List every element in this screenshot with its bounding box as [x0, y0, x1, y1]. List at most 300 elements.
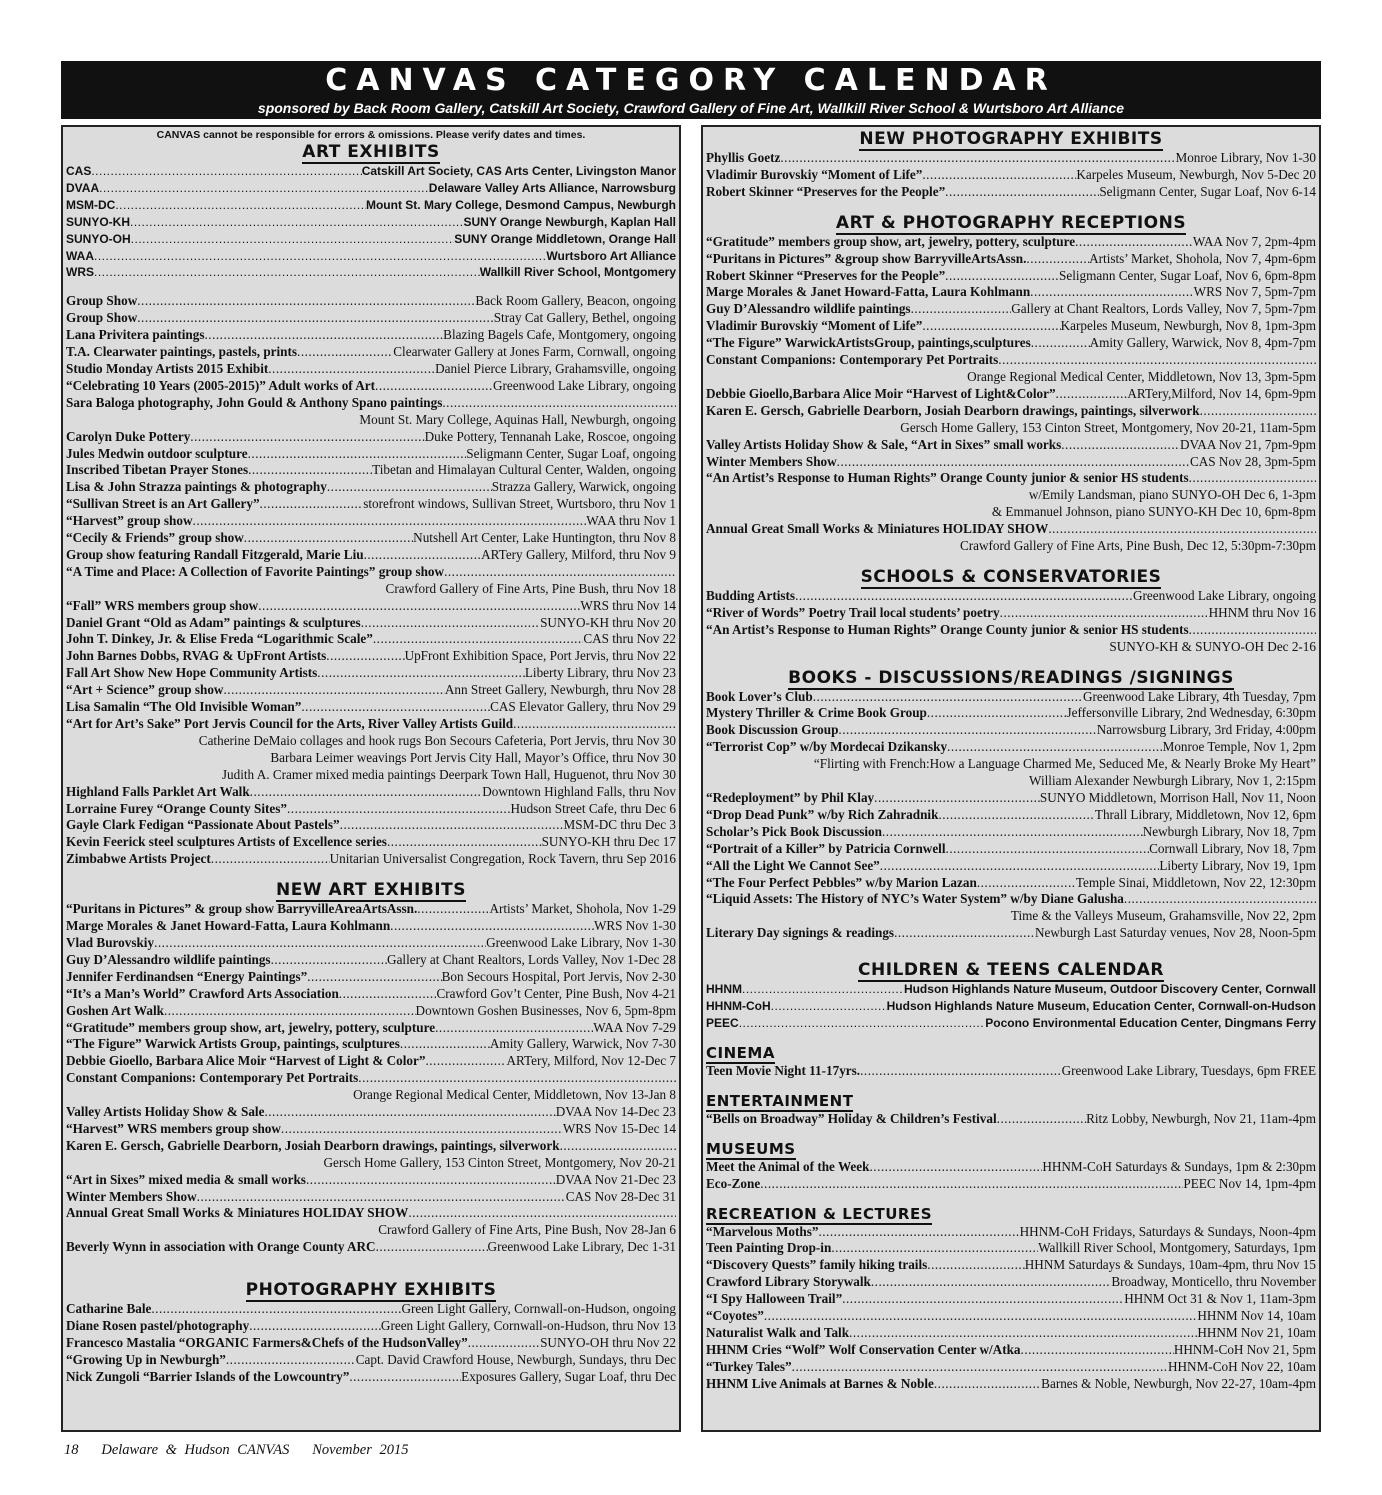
- listing-row: [66, 446, 676, 463]
- listing-detail: Time & the Valleys Museum, Grahamsville, Nov 22, 2pm: [1010, 908, 1316, 924]
- section-title-recreation: [706, 1205, 1316, 1224]
- listing-name: Francesco Mastalia “ORGANIC Farmers&Chefs of the HudsonValley”: [66, 1335, 468, 1350]
- listing-name: Winter Members Show: [706, 453, 837, 469]
- listing-venue: SUNYO Middletown, Morrison Hall, Nov 11, Noon: [1039, 790, 1316, 805]
- listing-venue: Greenwood Lake Library, ongoing: [1133, 587, 1316, 603]
- listing-row: [706, 1342, 1316, 1359]
- listing-venue: Amity Gallery, Warwick, Nov 8, 4pm-7pm: [1089, 335, 1316, 351]
- listing-name: Annual Great Small Works & Miniatures HOLIDAY SHOW: [66, 1205, 409, 1221]
- dot-leader: [94, 264, 480, 281]
- listing-continuation: [66, 733, 676, 750]
- listing-venue: HHNM-CoH Nov 21, 5pm: [1173, 1341, 1316, 1357]
- listing-venue: Downtown Highland Falls, thru Nov: [482, 783, 676, 799]
- listing-row: [66, 1369, 676, 1386]
- abbreviation-row: [66, 231, 676, 248]
- listing-detail: SUNYO-KH & SUNYO-OH Dec 2-16: [1109, 638, 1316, 654]
- dot-leader: [1031, 335, 1090, 352]
- listing-name: HHNM Live Animals at Barnes & Noble: [706, 1375, 934, 1391]
- listing-row: [66, 817, 676, 834]
- listing-name: Constant Companions: Contemporary Pet Portraits: [706, 352, 999, 368]
- listing-name: HHNM: [706, 982, 742, 997]
- listing-name: Vladimir Burovskiy “Moment of Life”: [706, 166, 923, 182]
- listing-venue: Karpeles Museum, Newburgh, Nov 8, 1pm-3pm: [1060, 318, 1316, 334]
- listing-venue: DVAA Nov 21, 7pm-9pm: [1179, 436, 1316, 452]
- listing-venue: Monroe Library, Nov 1-30: [1175, 150, 1316, 165]
- schools-list: [706, 588, 1316, 656]
- dot-leader: [871, 1274, 1112, 1291]
- dot-leader: [223, 682, 444, 699]
- listing-row: [706, 1063, 1316, 1080]
- listing-name: Annual Great Small Works & Miniatures HOLIDAY SHOW: [706, 521, 1049, 537]
- listing-name: Lorraine Furey “Orange County Sites”: [66, 800, 287, 816]
- listing-venue: WAA thru Nov 1: [586, 513, 676, 529]
- dot-leader: [211, 851, 330, 868]
- listing-name: Valley Artists Holiday Show & Sale, “Art in Sixes” small works: [706, 436, 1062, 452]
- dot-leader: [997, 1111, 1086, 1128]
- dot-leader: [197, 1189, 566, 1206]
- dot-leader: [260, 496, 364, 513]
- dot-leader: [1189, 622, 1316, 639]
- listing-name: Carolyn Duke Pottery: [66, 428, 191, 444]
- listing-row: [66, 395, 676, 412]
- listing-row: [706, 605, 1316, 622]
- abbreviation-row: [706, 1015, 1316, 1032]
- listing-continuation: [706, 504, 1316, 521]
- listing-row: [66, 327, 676, 344]
- listing-name: “Turkey Tales”: [706, 1358, 792, 1374]
- dot-leader: [1030, 284, 1193, 301]
- dot-leader: [271, 952, 387, 969]
- dot-leader: [894, 925, 1035, 942]
- listing-venue: Monroe Temple, Nov 1, 2pm: [1162, 739, 1316, 755]
- listing-continuation: [706, 538, 1316, 555]
- listing-venue: Pocono Environmental Education Center, Dingmans Ferry: [985, 1015, 1316, 1030]
- listing-venue: WAA Nov 7-29: [593, 1019, 676, 1035]
- listing-name: “Celebrating 10 Years (2005-2015)” Adult works of Art: [66, 377, 376, 393]
- listing-name: “All the Light We Cannot See”: [706, 857, 880, 873]
- listing-name: Guy D’Alessandro wildlife paintings: [66, 951, 271, 967]
- listing-name: PEEC: [706, 1015, 739, 1030]
- listing-venue: Greenwood Lake Library, ongoing: [493, 377, 676, 393]
- listing-venue: Greenwood Lake Library, Nov 1-30: [486, 934, 676, 950]
- listing-venue: Narrowsburg Library, 3rd Friday, 4:00pm: [1096, 722, 1316, 738]
- listing-venue: Bon Secours Hospital, Port Jervis, Nov 2-30: [441, 968, 676, 984]
- listing-venue: storefront windows, Sullivan Street, Wurtsboro, thru Nov 1: [363, 496, 676, 512]
- listing-detail: Crawford Gallery of Fine Arts, Pine Bush, Nov 28-Jan 6: [378, 1222, 676, 1238]
- section-title-children-teens: [706, 960, 1316, 981]
- abbreviation-row: [66, 180, 676, 197]
- listing-detail: w/Emily Landsman, piano SUNYO-OH Dec 6, 1-3pm: [1028, 487, 1316, 503]
- publication-name: Delaware & Hudson CANVAS: [101, 1442, 290, 1458]
- section-title-text: BOOKS - DISCUSSIONS/READINGS /SIGNINGS: [788, 667, 1234, 688]
- listing-name: WAA: [66, 248, 94, 263]
- listing-row: [66, 648, 676, 665]
- listing-row: [66, 1301, 676, 1318]
- dot-leader: [137, 310, 494, 327]
- dot-leader: [340, 817, 564, 834]
- listing-detail: Mount St. Mary College, Aquinas Hall, Newburgh, ongoing: [359, 411, 676, 427]
- listing-venue: Artists’ Market, Shohola, Nov 1-29: [489, 901, 676, 917]
- listing-detail: “Flirting with French:How a Language Charmed Me, Seduced Me, & Nearly Broke My Heart”: [813, 756, 1316, 772]
- listing-name: “Cecily & Friends” group show: [66, 530, 244, 546]
- dot-leader: [307, 969, 441, 986]
- listing-venue: UpFront Exhibition Space, Port Jervis, thru Nov 22: [404, 648, 676, 664]
- dot-leader: [998, 352, 1316, 369]
- listing-venue: WAA Nov 7, 2pm-4pm: [1192, 233, 1316, 249]
- listing-row: [66, 293, 676, 310]
- listing-continuation: [706, 639, 1316, 656]
- listing-row: [706, 352, 1316, 369]
- abbreviation-list: [66, 163, 676, 281]
- listing-row: [66, 784, 676, 801]
- listing-row: [706, 1274, 1316, 1291]
- listing-venue: HHNM-CoH Nov 22, 10am: [1168, 1358, 1316, 1374]
- listing-row: [66, 496, 676, 513]
- listing-venue: Green Light Gallery, Cornwall-on-Hudson, ongoing: [401, 1301, 676, 1317]
- listing-venue: Seligmann Center, Sugar Loaf, Nov 6-14: [1099, 183, 1316, 199]
- dot-leader: [244, 530, 413, 547]
- dot-leader: [739, 1015, 986, 1032]
- dot-leader: [813, 689, 1083, 706]
- listing-row: [706, 875, 1316, 892]
- dot-leader: [1189, 470, 1316, 487]
- dot-leader: [131, 231, 455, 248]
- listing-venue: Hudson Highlands Nature Museum, Outdoor Discovery Center, Cornwall: [903, 982, 1316, 997]
- listing-continuation: [706, 369, 1316, 386]
- listing-continuation: [66, 412, 676, 429]
- listing-row: [706, 1159, 1316, 1176]
- dot-leader: [849, 1325, 1197, 1342]
- dot-leader: [151, 1301, 401, 1318]
- listing-row: [706, 150, 1316, 167]
- listing-venue: PEEC Nov 14, 1pm-4pm: [1183, 1175, 1316, 1191]
- listing-name: Eco-Zone: [706, 1175, 761, 1191]
- listing-venue: Hudson Street Cafe, thru Dec 6: [510, 800, 676, 816]
- listing-name: WRS: [66, 265, 94, 280]
- listing-row: [706, 268, 1316, 285]
- listing-venue: MSM-DC thru Dec 3: [563, 817, 676, 833]
- listing-row: [66, 429, 676, 446]
- listing-detail: William Alexander Newburgh Library, Nov 1, 2:15pm: [1029, 773, 1316, 789]
- listing-name: Teen Painting Drop-in: [706, 1240, 832, 1256]
- abbreviation-row: [66, 264, 676, 281]
- listing-name: “Growing Up in Newburgh”: [66, 1351, 226, 1367]
- listing-venue: CAS thru Nov 22: [583, 631, 676, 647]
- listing-venue: DVAA Nov 14-Dec 23: [555, 1104, 676, 1120]
- listing-name: Book Discussion Group: [706, 722, 839, 738]
- listing-venue: Nutshell Art Center, Lake Huntington, thru Nov 8: [413, 530, 676, 546]
- receptions-list: [706, 234, 1316, 555]
- listing-row: [66, 513, 676, 530]
- listing-name: John Barnes Dobbs, RVAG & UpFront Artists: [66, 648, 327, 664]
- dot-leader: [842, 1291, 1124, 1308]
- dot-leader: [882, 824, 1143, 841]
- dot-leader: [339, 986, 437, 1003]
- dot-leader: [869, 1159, 1042, 1176]
- dot-leader: [1061, 437, 1180, 454]
- cinema-list: [706, 1063, 1316, 1080]
- listing-venue: Jeffersonville Library, 2nd Wednesday, 6:30pm: [1066, 705, 1316, 721]
- listing-row: [66, 361, 676, 378]
- listing-name: “Drop Dead Punk” w/by Rich Zahradnik: [706, 806, 939, 822]
- listing-row: [66, 598, 676, 615]
- art-exhibits-list: [66, 293, 676, 868]
- listing-venue: Greenwood Lake Library, 4th Tuesday, 7pm: [1082, 688, 1316, 704]
- section-title-text: CINEMA: [706, 1043, 775, 1062]
- dot-leader: [911, 301, 1012, 318]
- dot-leader: [560, 1138, 676, 1155]
- listing-row: [706, 301, 1316, 318]
- dot-leader: [250, 784, 483, 801]
- listing-venue: Unitarian Universalist Congregation, Rock Tavern, thru Sep 2016: [329, 851, 676, 867]
- listing-continuation: [66, 1155, 676, 1172]
- section-title-text: SCHOOLS & CONSERVATORIES: [860, 566, 1162, 587]
- dot-leader: [1075, 234, 1193, 251]
- listing-name: Sara Baloga photography, John Gould & Anthony Spano paintings: [66, 394, 443, 410]
- listing-name: Beverly Wynn in association with Orange County ARC: [66, 1239, 376, 1255]
- listing-name: “The Figure” WarwickArtistsGroup, paintings,sculptures: [706, 335, 1031, 351]
- listing-name: Catharine Bale: [66, 1301, 152, 1317]
- listing-detail: Orange Regional Medical Center, Middletown, Nov 13-Jan 8: [353, 1087, 676, 1103]
- listing-venue: Mount St. Mary College, Desmond Campus, Newburgh: [365, 197, 676, 212]
- section-title-text: NEW PHOTOGRAPHY EXHIBITS: [859, 129, 1163, 149]
- dot-leader: [945, 268, 1059, 285]
- listing-name: “Art for Art’s Sake” Port Jervis Council for the Arts, River Valley Artists Guild: [66, 716, 514, 731]
- listing-continuation: [706, 756, 1316, 773]
- dot-leader: [435, 1020, 593, 1037]
- listing-row: [66, 310, 676, 327]
- right-column: [701, 125, 1321, 1432]
- dot-leader: [468, 1335, 540, 1352]
- listing-continuation: [66, 750, 676, 767]
- new-art-exhibits-list: [66, 901, 676, 1256]
- listing-name: Karen E. Gersch, Gabrielle Dearborn, Josiah Dearborn drawings, paintings, silverwork: [706, 402, 1200, 418]
- dot-leader: [938, 807, 1094, 824]
- listing-row: [706, 1111, 1316, 1128]
- dot-leader: [249, 1318, 381, 1335]
- children-abbreviation-list: [706, 981, 1316, 1032]
- listing-venue: Downtown Goshen Businesses, Nov 6, 5pm-8pm: [415, 1002, 676, 1018]
- dot-leader: [317, 665, 525, 682]
- dot-leader: [934, 1376, 1041, 1393]
- listing-venue: Tibetan and Himalayan Cultural Center, Walden, ongoing: [372, 462, 676, 478]
- listing-venue: Gallery at Chant Realtors, Lords Valley, Nov 7, 5pm-7pm: [1011, 301, 1316, 317]
- dot-leader: [193, 513, 587, 530]
- dot-leader: [1048, 521, 1316, 538]
- listing-name: Book Lover’s Club: [706, 688, 813, 704]
- listing-row: [706, 234, 1316, 251]
- listing-row: [706, 858, 1316, 875]
- dot-leader: [874, 790, 1040, 807]
- listing-name: “Fall” WRS members group show: [66, 597, 259, 613]
- listing-name: CAS: [66, 164, 92, 178]
- listing-name: Debbie Gioello, Barbara Alice Moir “Harvest of Light & Color”: [66, 1053, 426, 1069]
- abbreviation-row: [66, 214, 676, 231]
- listing-row: [66, 1239, 676, 1256]
- listing-name: DVAA: [66, 180, 100, 195]
- listing-name: Fall Art Show New Hope Community Artists: [66, 665, 318, 681]
- dot-leader: [390, 918, 594, 935]
- listing-name: Guy D’Alessandro wildlife paintings: [706, 301, 911, 317]
- listing-row: [66, 1036, 676, 1053]
- listing-name: Robert Skinner “Preserves for the People”: [706, 267, 946, 283]
- section-title-text: ART & PHOTOGRAPHY RECEPTIONS: [835, 212, 1187, 233]
- listing-name: Jules Medwin outdoor sculpture: [66, 445, 248, 461]
- section-title-books: [706, 668, 1316, 689]
- listing-venue: Greenwood Lake Library, Dec 1-31: [487, 1239, 676, 1255]
- dot-leader: [927, 705, 1067, 722]
- dot-leader: [408, 1205, 676, 1222]
- listing-row: [706, 622, 1316, 639]
- listing-venue: Cornwall Library, Nov 18, 7pm: [1149, 840, 1316, 856]
- listing-venue: WRS Nov 15-Dec 14: [562, 1120, 676, 1136]
- listing-continuation: [66, 1087, 676, 1104]
- listing-detail: Gersch Home Gallery, 153 Cinton Street, Montgomery, Nov 20-21: [323, 1154, 676, 1170]
- listing-name: Daniel Grant “Old as Adam” paintings & sculptures: [66, 614, 361, 630]
- listing-venue: Greenwood Lake Library, Tuesdays, 6pm FREE: [1061, 1062, 1316, 1078]
- listing-venue: Ann Street Gallery, Newburgh, thru Nov 28: [444, 682, 676, 698]
- section-title-text: MUSEUMS: [706, 1139, 796, 1158]
- listing-venue: Liberty Library, thru Nov 23: [524, 665, 676, 681]
- listing-venue: Capt. David Crawford House, Newburgh, Sundays, thru Dec: [355, 1351, 676, 1367]
- listing-name: Lana Privitera paintings: [66, 327, 205, 343]
- listing-row: [66, 801, 676, 818]
- listing-name: SUNYO-OH: [66, 231, 131, 246]
- section-title-schools: [706, 567, 1316, 588]
- listing-row: [706, 184, 1316, 201]
- banner-title: CANVAS CATEGORY CALENDAR: [325, 63, 1057, 98]
- dot-leader: [860, 1063, 1061, 1080]
- dot-leader: [818, 1224, 1019, 1241]
- listing-venue: Ritz Lobby, Newburgh, Nov 21, 11am-4pm: [1086, 1110, 1316, 1126]
- listing-row: [66, 1335, 676, 1352]
- listing-name: “Gratitude” members group show, art, jewelry, pottery, sculpture: [66, 1019, 436, 1035]
- listing-row: [706, 689, 1316, 706]
- listing-row: [66, 682, 676, 699]
- listing-name: Kevin Feerick steel sculptures Artists of Excellence series: [66, 834, 387, 850]
- dot-leader: [327, 479, 492, 496]
- dot-leader: [780, 150, 1175, 167]
- dot-leader: [444, 564, 676, 581]
- dot-leader: [164, 1003, 416, 1020]
- listing-venue: Thrall Library, Middletown, Nov 12, 6pm: [1094, 806, 1316, 822]
- section-title-entertainment: [706, 1092, 1316, 1111]
- listing-venue: SUNY Orange Newburgh, Kaplan Hall: [463, 214, 676, 229]
- dot-leader: [306, 1172, 556, 1189]
- dot-leader: [364, 547, 482, 564]
- spacer: [706, 942, 1316, 954]
- dot-leader: [287, 801, 510, 818]
- listing-venue: Newburgh Last Saturday venues, Nov 28, Noon-5pm: [1034, 925, 1316, 941]
- section-title-receptions: [706, 213, 1316, 234]
- dot-leader: [258, 598, 580, 615]
- calendar-banner: [61, 61, 1321, 119]
- listing-name: “It’s a Man’s World” Crawford Arts Association: [66, 985, 339, 1001]
- listing-name: “Puritans in Pictures” &group show BarryvilleArtsAssn.: [706, 250, 1027, 266]
- listing-row: [66, 1205, 676, 1222]
- listing-row: [66, 1104, 676, 1121]
- listing-row: [706, 251, 1316, 268]
- listing-name: Gayle Clark Fedigan “Passionate About Pastels”: [66, 817, 340, 833]
- listing-row: [706, 1224, 1316, 1241]
- section-title-new-photography-exhibits: [706, 129, 1316, 150]
- listing-detail: Catherine DeMaio collages and hook rugs Bon Secours Cafeteria, Port Jervis, thru Nov 30: [198, 732, 676, 748]
- listing-venue: HHNM Nov 14, 10am: [1197, 1308, 1316, 1324]
- listing-detail: Crawford Gallery of Fine Arts, Pine Bush, thru Nov 18: [385, 580, 676, 596]
- section-title-museums: [706, 1140, 1316, 1159]
- abbreviation-row: [66, 163, 676, 180]
- spacer: [706, 1080, 1316, 1092]
- listing-name: Debbie Gioello,Barbara Alice Moir “Harvest of Light&Color”: [706, 385, 1056, 401]
- dot-leader: [513, 716, 676, 733]
- listing-row: [706, 1291, 1316, 1308]
- listing-row: [66, 834, 676, 851]
- listing-venue: CAS Elevator Gallery, thru Nov 29: [490, 699, 676, 715]
- dot-leader: [358, 1070, 676, 1087]
- listing-row: [706, 521, 1316, 538]
- listing-venue: Daniel Pierce Library, Grahamsville, ongoing: [435, 360, 676, 376]
- spacer: [706, 1193, 1316, 1205]
- dot-leader: [880, 858, 1160, 875]
- listing-row: [66, 1020, 676, 1037]
- listing-venue: Seligmann Center, Sugar Loaf, ongoing: [466, 445, 676, 461]
- listing-row: [706, 1376, 1316, 1393]
- dot-leader: [297, 344, 393, 361]
- listing-venue: Artists’ Market, Shohola, Nov 7, 4pm-6pm: [1089, 250, 1316, 266]
- listing-name: John T. Dinkey, Jr. & Elise Freda “Logarithmic Scale”: [66, 631, 373, 647]
- listing-name: “Puritans in Pictures” & group show BarryvilleAreaArtsAssn.: [66, 901, 418, 917]
- dot-leader: [760, 1176, 1183, 1193]
- listing-row: [66, 462, 676, 479]
- listing-name: Marge Morales & Janet Howard-Fatta, Laura Kohlmann: [66, 918, 391, 934]
- dot-leader: [945, 184, 1099, 201]
- listing-row: [66, 530, 676, 547]
- listing-row: [66, 901, 676, 918]
- dot-leader: [742, 981, 904, 998]
- section-title-text: NEW ART EXHIBITS: [276, 880, 466, 901]
- listing-name: “The Four Perfect Pebbles” w/by Marion Lazan: [706, 874, 977, 890]
- listing-venue: Wurtsboro Art Alliance: [546, 248, 676, 263]
- listing-row: [66, 716, 676, 733]
- listing-name: “Portrait of a Killer” by Patricia Cornwell: [706, 840, 946, 856]
- listing-name: “An Artist’s Response to Human Rights” Orange County junior & senior HS students: [706, 621, 1189, 637]
- listing-venue: Seligmann Center, Sugar Loaf, Nov 6, 6pm-8pm: [1059, 267, 1316, 283]
- listing-name: Karen E. Gersch, Gabrielle Dearborn, Josiah Dearborn drawings, paintings, silverwork: [66, 1137, 560, 1153]
- spacer: [706, 201, 1316, 213]
- listing-name: Teen Movie Night 11-17yrs.: [706, 1062, 861, 1078]
- listing-name: “Redeployment” by Phil Klay: [706, 790, 875, 805]
- spacer: [706, 1032, 1316, 1044]
- entertainment-list: [706, 1111, 1316, 1128]
- dot-leader: [795, 588, 1133, 605]
- dot-leader: [375, 378, 493, 395]
- listing-row: [706, 386, 1316, 403]
- listing-name: SUNYO-KH: [66, 214, 131, 229]
- dot-leader: [154, 935, 486, 952]
- listing-name: “Art in Sixes” mixed media & small works: [66, 1171, 306, 1187]
- dot-leader: [301, 699, 490, 716]
- listing-venue: HHNM Nov 21, 10am: [1197, 1324, 1316, 1340]
- dot-leader: [115, 197, 366, 214]
- listing-row: [706, 790, 1316, 807]
- listing-name: MSM-DC: [66, 197, 116, 212]
- listing-row: [706, 1325, 1316, 1342]
- listing-venue: HHNM Oct 31 & Nov 1, 11am-3pm: [1124, 1291, 1316, 1307]
- spacer: [66, 281, 676, 293]
- listing-venue: Amity Gallery, Warwick, Nov 7-30: [489, 1036, 676, 1052]
- listing-name: Goshen Art Walk: [66, 1002, 164, 1018]
- banner-sponsors: sponsored by Back Room Gallery, Catskill Art Society, Crawford Gallery of Fine Art, Wallkill River School & Wurtsboro Art Alliance: [257, 100, 1125, 116]
